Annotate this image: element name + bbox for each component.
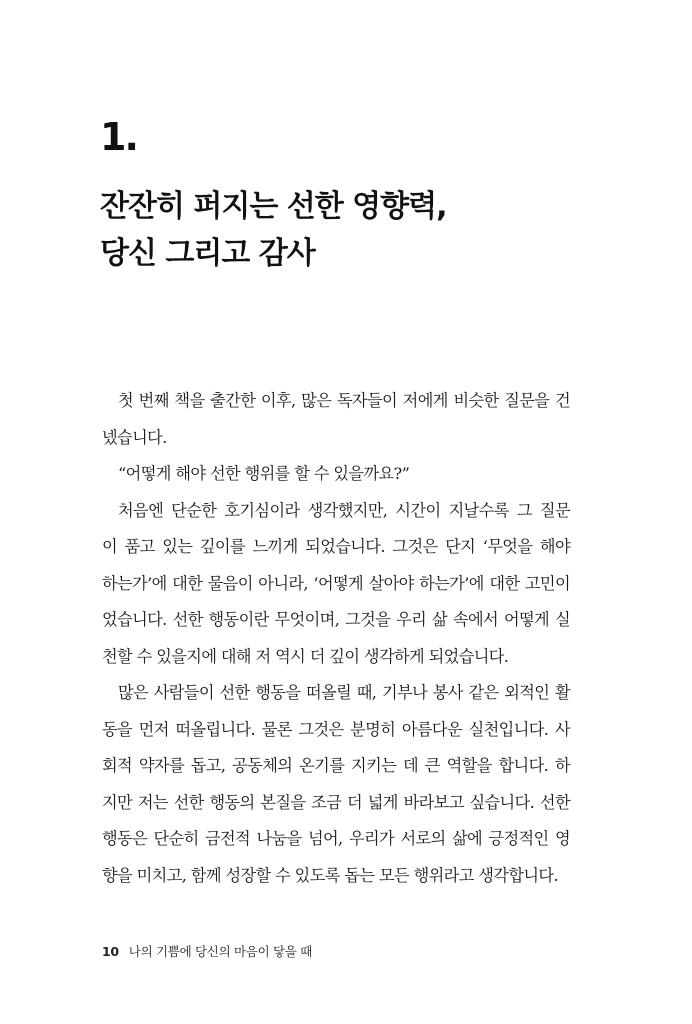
body-line: 하는가’에 대한 물음이 아니라, ‘어떻게 살아야 하는가’에 대한 고민이 [102,573,570,593]
body-line: 처음엔 단순한 호기심이라 생각했지만, 시간이 지날수록 그 질문 [118,500,570,520]
chapter-title-line: 당신 그리고 감사 [100,236,315,271]
body-line: 행동은 단순히 금전적 나눔을 넘어, 우리가 서로의 삶에 긍정적인 영 [102,829,570,848]
page-footer [102,942,312,960]
body-line: 향을 미치고, 함께 성장할 수 있도록 돕는 모든 행위라고 생각합니다. [102,865,559,885]
body-line: 천할 수 있을지에 대해 저 역시 더 깊이 생각하게 되었습니다. [102,646,509,666]
page-number: 10 [102,944,119,959]
body-text [102,383,570,894]
chapter-title-line: 잔잔히 퍼지는 선한 영향력, [100,189,447,224]
body-line: 동을 먼저 떠올립니다. 물론 그것은 분명히 아름다운 실천입니다. 사 [102,719,570,739]
body-line: 넸습니다. [102,427,167,447]
body-line: 첫 번째 책을 출간한 이후, 많은 독자들이 저에게 비슷한 질문을 건 [118,391,570,410]
chapter-title [100,183,447,277]
body-line: 었습니다. 선한 행동이란 무엇이며, 그것을 우리 삶 속에서 어떻게 실 [102,610,570,629]
body-line: 이 품고 있는 깊이를 느끼게 되었습니다. 그것은 단지 ‘무엇을 해야 [102,537,570,556]
body-line: “어떻게 해야 선한 행위를 할 수 있을까요?” [118,464,410,483]
chapter-number: 1. [100,115,137,159]
body-line: 지만 저는 선한 행동의 본질을 조금 더 넓게 바라보고 싶습니다. 선한 [102,792,570,812]
running-book-title: 나의 기쁨에 당신의 마음이 닿을 때 [128,944,313,959]
body-line: 회적 약자를 돕고, 공동체의 온기를 지키는 데 큰 역할을 합니다. 하 [102,756,570,775]
body-line: 많은 사람들이 선한 행동을 떠올릴 때, 기부나 봉사 같은 외적인 활 [118,683,570,702]
